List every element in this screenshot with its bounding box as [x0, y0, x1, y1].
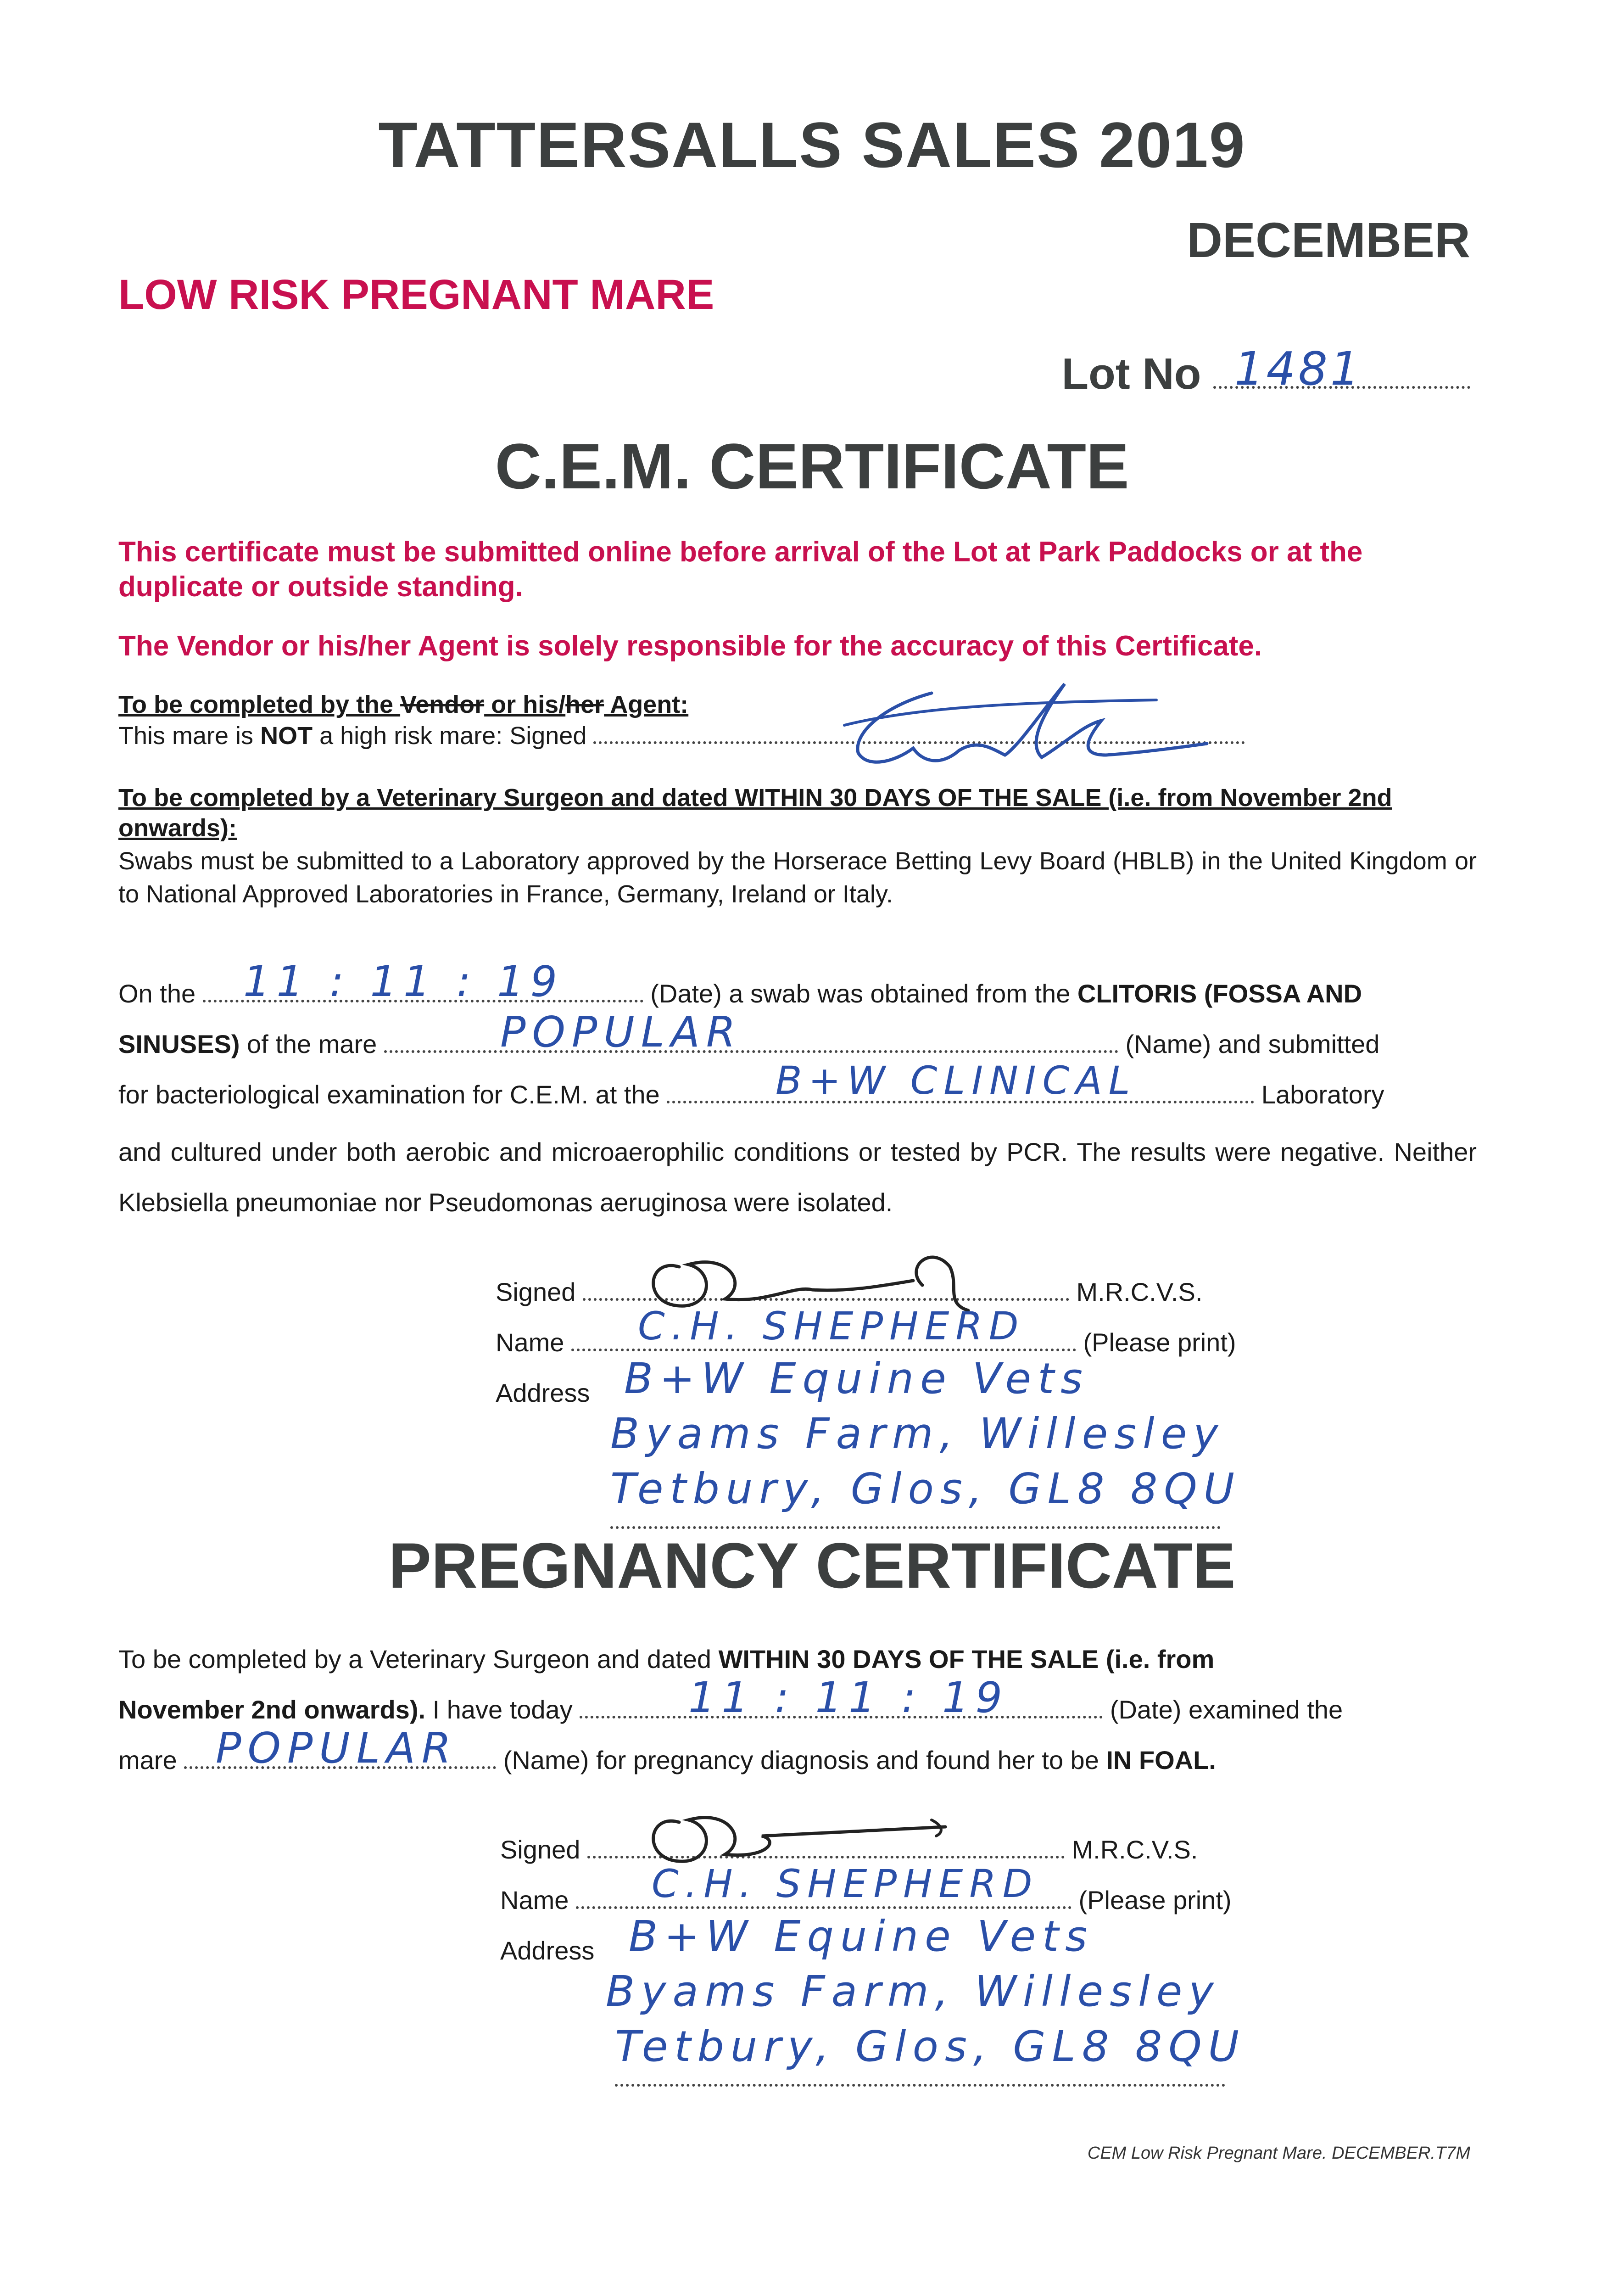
pregnancy-address-line-3: Tetbury, Glos, GL8 8QU [615, 2022, 1245, 2071]
cem-certificate-title: C.E.M. CERTIFICATE [495, 430, 1129, 502]
vendor-struck: Vendor [400, 691, 485, 718]
submission-notice: This certificate must be submitted online before arrival of the Lot at Park Paddocks or at the duplicate or outside standing. [118, 536, 1363, 603]
pregnancy-certificate-title: PREGNANCY CERTIFICATE [388, 1529, 1236, 1601]
swab-note: Swabs must be submitted to a Laboratory approved by the Horserace Betting Levy Board (HBLB) in the United Kingdom or to National Approved Laboratories in France, Germany, Ireland or Italy. [118, 847, 1477, 908]
pregnancy-address-line-2: Byams Farm, Willesley [606, 1967, 1220, 2016]
pregnancy-name-line: Name (Please print) [500, 1886, 1232, 1914]
swab-lab-line: for bacteriological examination for C.E.M. at the Laboratory [118, 1080, 1384, 1109]
cem-address-dotted-line [610, 1508, 1221, 1529]
pregnancy-line-2: November 2nd onwards). I have today (Date) examined the [118, 1695, 1343, 1724]
her-struck: her [565, 691, 604, 718]
cem-address-line-1: B+W Equine Vets [624, 1354, 1089, 1403]
lab-name-handwritten: B+W CLINICAL [776, 1058, 1137, 1103]
responsibility-notice: The Vendor or his/her Agent is solely responsible for the accuracy of this Certificate. [118, 630, 1262, 662]
lot-number-handwritten: 1481 [1234, 342, 1362, 396]
pregnancy-line-1: To be completed by a Veterinary Surgeon and dated WITHIN 30 DAYS OF THE SALE (i.e. from [118, 1645, 1215, 1674]
swab-mare-line: SINUSES) of the mare (Name) and submitted [118, 1030, 1380, 1058]
mare-name-handwritten: POPULAR [500, 1008, 742, 1057]
pregnancy-signed-line: Signed M.R.C.V.S. [500, 1835, 1198, 1864]
document-title: TATTERSALLS SALES 2019 [378, 109, 1246, 181]
swab-date-handwritten: 11 : 11 : 19 [243, 957, 564, 1006]
risk-label: LOW RISK PREGNANT MARE [118, 271, 714, 318]
cem-signed-line: Signed M.R.C.V.S. [496, 1277, 1203, 1306]
pregnancy-mare-handwritten: POPULAR [216, 1724, 458, 1773]
lot-label: Lot No [1061, 349, 1213, 398]
vet-heading: To be completed by a Veterinary Surgeon and dated WITHIN 30 DAYS OF THE SALE (i.e. from November 2nd onwards): [118, 784, 1392, 842]
pregnancy-address-label: Address [500, 1936, 595, 1965]
pregnancy-date-handwritten: 11 : 11 : 19 [688, 1673, 1009, 1722]
cem-name-line: Name (Please print) [496, 1328, 1236, 1357]
vendor-statement: This mare is NOT a high risk mare: Signed [118, 720, 1245, 752]
pregnancy-line-3: mare (Name) for pregnancy diagnosis and found her to be IN FOAL. [118, 1746, 1216, 1774]
pregnancy-vet-name-handwritten: C.H. SHEPHERD [652, 1861, 1039, 1906]
pregnancy-address-line-1: B+W Equine Vets [629, 1912, 1094, 1961]
sale-month: DECEMBER [1186, 212, 1470, 268]
swab-result-text: and cultured under both aerobic and microaerophilic conditions or tested by PCR. The results were negative. Neither Klebsiella pneumoniae nor Pseudomonas aeruginosa were isolated. [118, 1137, 1477, 1217]
pregnancy-vet-signature [629, 1781, 977, 1873]
swab-date-line: On the (Date) a swab was obtained from the CLITORIS (FOSSA AND [118, 979, 1362, 1008]
in-foal-text: IN FOAL. [1106, 1746, 1216, 1774]
cem-address-line-2: Byams Farm, Willesley [610, 1409, 1225, 1458]
cem-vet-name-handwritten: C.H. SHEPHERD [638, 1304, 1025, 1349]
cem-address-line-3: Tetbury, Glos, GL8 8QU [610, 1464, 1241, 1513]
pregnancy-address-dotted-line [615, 2066, 1225, 2087]
cem-address-label: Address [496, 1378, 590, 1407]
form-code-footer: CEM Low Risk Pregnant Mare. DECEMBER.T7M [1087, 2144, 1470, 2163]
vendor-heading: To be completed by the Vendor or his/her Agent: [118, 691, 689, 718]
vendor-signature [826, 656, 1239, 776]
